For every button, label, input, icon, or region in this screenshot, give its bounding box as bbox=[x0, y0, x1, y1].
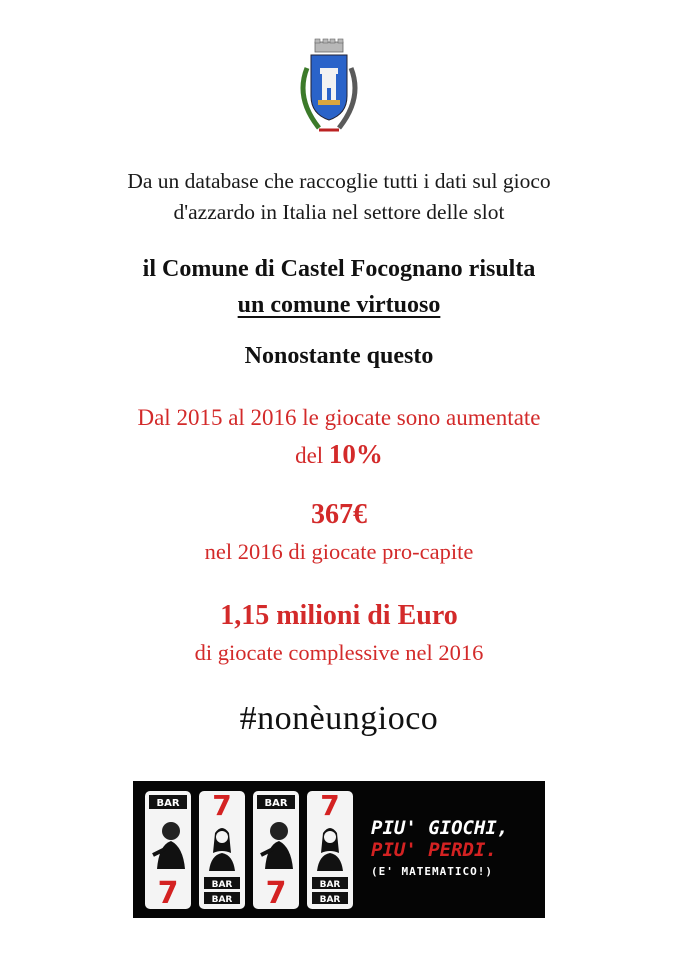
reel-seven-label: 7 bbox=[320, 791, 340, 822]
hashtag: #nonèungioco bbox=[239, 700, 439, 737]
slot-reel-symbols-icon bbox=[199, 791, 245, 909]
headline-line-1: il Comune di Castel Focognano risulta bbox=[142, 256, 536, 282]
growth-stat bbox=[0, 400, 678, 474]
growth-line-1: Dal 2015 al 2016 le giocate sono aumentate bbox=[137, 405, 541, 430]
slot-reel bbox=[253, 791, 299, 909]
coat-of-arms-logo bbox=[289, 38, 369, 138]
transition-text: Nonostante questo bbox=[244, 343, 434, 369]
growth-value: 10% bbox=[328, 439, 383, 469]
reel-seven-label: 7 bbox=[265, 876, 287, 909]
reel-seven-label: 7 bbox=[157, 876, 179, 909]
reel-bar-label: BAR bbox=[264, 798, 288, 809]
slot-reel bbox=[145, 791, 191, 909]
reel-bar-label: BAR bbox=[211, 880, 233, 890]
headline-line-2: un comune virtuoso bbox=[237, 292, 441, 318]
slot-reel bbox=[199, 791, 245, 909]
slogan-line-3: (E' MATEMATICO!) bbox=[371, 865, 493, 878]
slogan-line-2: PIU' PERDI. bbox=[371, 839, 497, 861]
banner-slogan bbox=[371, 817, 537, 878]
slot-reel-symbols-icon bbox=[307, 791, 353, 909]
headline bbox=[0, 251, 678, 323]
reel-bar-label: BAR bbox=[211, 895, 233, 905]
intro-text bbox=[0, 166, 678, 228]
reel-bar-label: BAR bbox=[319, 880, 341, 890]
slot-reel-symbols-icon bbox=[253, 791, 299, 909]
total-caption: di giocate complessive nel 2016 bbox=[194, 640, 484, 665]
slot-reel-symbols-icon bbox=[145, 791, 191, 909]
reel-bar-label: BAR bbox=[156, 798, 180, 809]
slot-banner bbox=[133, 781, 545, 918]
slogan-line-1: PIU' GIOCHI, bbox=[371, 817, 509, 839]
intro-line-1: Da un database che raccoglie tutti i dati sul gioco bbox=[127, 169, 551, 193]
total-value: 1,15 milioni di Euro bbox=[220, 600, 458, 631]
percapita-value: 367€ bbox=[311, 499, 367, 530]
intro-line-2: d'azzardo in Italia nel settore delle slot bbox=[173, 200, 505, 224]
percapita-caption: nel 2016 di giocate pro-capite bbox=[204, 539, 474, 564]
reel-bar-label: BAR bbox=[319, 895, 341, 905]
growth-prefix: del bbox=[295, 443, 324, 468]
slot-reel bbox=[307, 791, 353, 909]
reel-seven-label: 7 bbox=[212, 791, 232, 822]
